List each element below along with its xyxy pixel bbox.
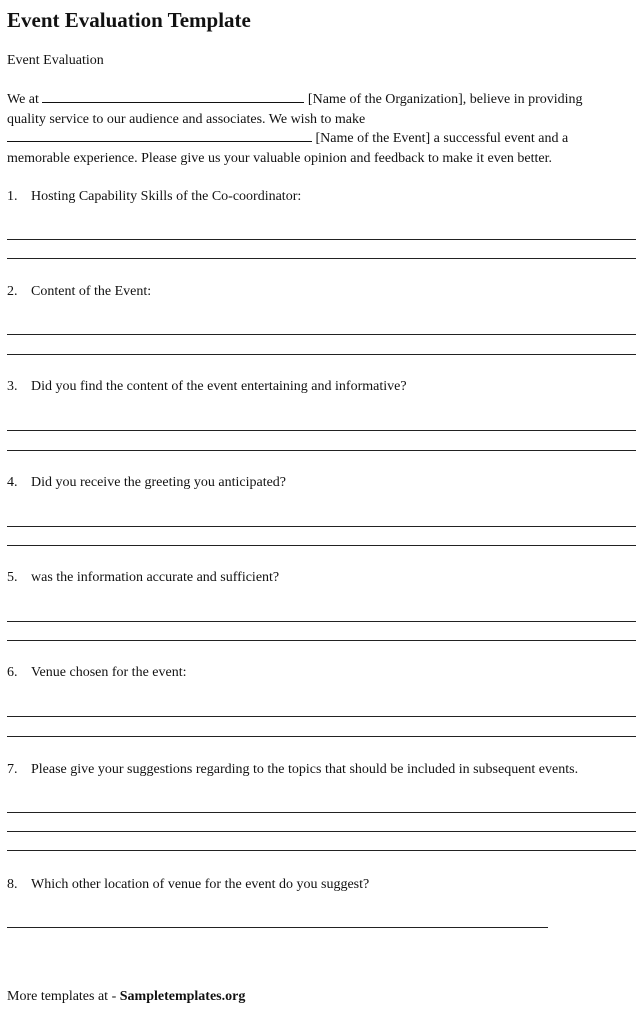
answer-line[interactable] bbox=[7, 354, 636, 355]
question-5 bbox=[7, 569, 279, 587]
answer-line[interactable] bbox=[7, 736, 636, 737]
answer-line[interactable] bbox=[7, 831, 636, 832]
question-number: 6. bbox=[7, 665, 18, 680]
question-3 bbox=[7, 378, 407, 396]
event-name-blank[interactable] bbox=[7, 129, 312, 142]
answer-line[interactable] bbox=[7, 716, 636, 717]
intro-text-organization: [Name of the Organization], believe in providing bbox=[307, 92, 583, 107]
answer-line[interactable] bbox=[7, 258, 636, 259]
question-number: 1. bbox=[7, 189, 18, 204]
organization-name-blank[interactable] bbox=[42, 90, 304, 103]
question-number: 4. bbox=[7, 475, 18, 490]
footer-site-link[interactable]: Sampletemplates.org bbox=[119, 989, 246, 1004]
question-number: 7. bbox=[7, 762, 18, 777]
answer-line[interactable] bbox=[7, 430, 636, 431]
question-4 bbox=[7, 474, 286, 492]
question-7 bbox=[7, 761, 578, 779]
question-2 bbox=[7, 283, 151, 301]
answer-line[interactable] bbox=[7, 850, 636, 851]
answer-line[interactable] bbox=[7, 450, 636, 451]
answer-line[interactable] bbox=[7, 621, 636, 622]
answer-line[interactable] bbox=[7, 526, 636, 527]
answer-line[interactable] bbox=[7, 927, 548, 928]
document-title: Event Evaluation Template bbox=[7, 8, 251, 32]
footer-prefix: More templates at - bbox=[7, 989, 117, 1004]
intro-paragraph bbox=[7, 90, 637, 168]
footer bbox=[7, 988, 245, 1006]
question-text: Please give your suggestions regarding to the topics that should be included in subsequent events. bbox=[31, 762, 579, 777]
question-number: 2. bbox=[7, 284, 18, 299]
question-text: Did you find the content of the event entertaining and informative? bbox=[31, 379, 407, 394]
answer-line[interactable] bbox=[7, 334, 636, 335]
intro-text-event: [Name of the Event] a successful event and a bbox=[315, 131, 569, 146]
question-number: 5. bbox=[7, 570, 18, 585]
question-text: Hosting Capability Skills of the Co-coordinator: bbox=[31, 189, 302, 204]
intro-line-2: quality service to our audience and associates. We wish to make bbox=[7, 111, 366, 127]
document-subtitle: Event Evaluation bbox=[7, 53, 104, 68]
answer-line[interactable] bbox=[7, 812, 636, 813]
answer-line[interactable] bbox=[7, 545, 636, 546]
question-number: 3. bbox=[7, 379, 18, 394]
intro-line-4: memorable experience. Please give us your valuable opinion and feedback to make it even better. bbox=[7, 150, 553, 166]
answer-line[interactable] bbox=[7, 239, 636, 240]
question-number: 8. bbox=[7, 877, 18, 892]
question-text: Which other location of venue for the event do you suggest? bbox=[31, 877, 370, 892]
question-text: was the information accurate and sufficient? bbox=[31, 570, 280, 585]
intro-text-we-at: We at bbox=[7, 92, 39, 107]
question-6 bbox=[7, 664, 187, 682]
intro-line-3 bbox=[7, 129, 637, 149]
question-text: Content of the Event: bbox=[31, 284, 152, 299]
question-8 bbox=[7, 876, 369, 894]
intro-line-1 bbox=[7, 90, 637, 110]
question-text: Venue chosen for the event: bbox=[31, 665, 187, 680]
question-1 bbox=[7, 188, 301, 206]
answer-line[interactable] bbox=[7, 640, 636, 641]
question-text: Did you receive the greeting you anticipated? bbox=[31, 475, 287, 490]
